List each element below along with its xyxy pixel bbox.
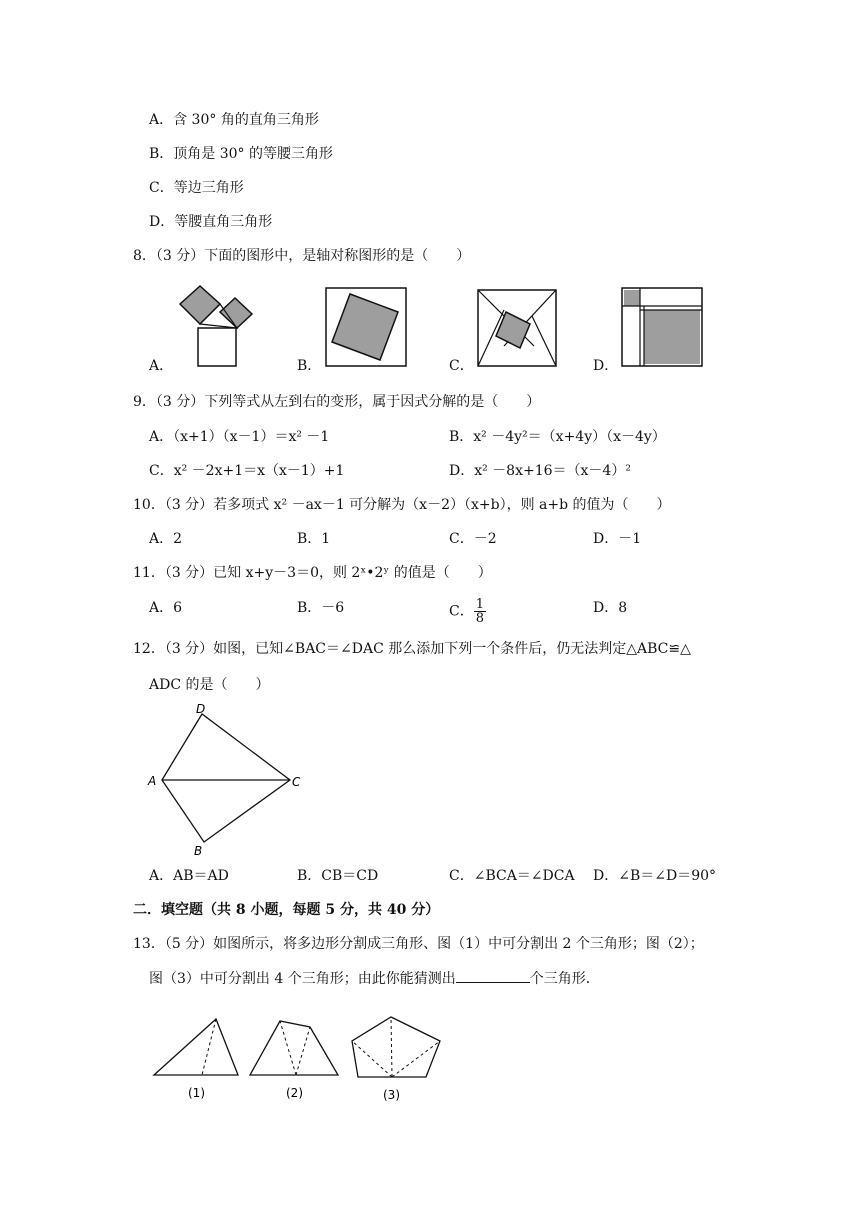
q8-label-d: D． bbox=[593, 358, 619, 374]
q9-option-d: D．x² －8x+16＝（x－4）² bbox=[449, 463, 631, 479]
q12-stem-line2: ADC 的是（ ） bbox=[149, 677, 270, 693]
fig-label-3: (3) bbox=[383, 1088, 400, 1102]
q11-option-b: B．－6 bbox=[297, 600, 345, 616]
fig-label-1: (1) bbox=[188, 1086, 205, 1100]
q11-stem: 11．（3 分）已知 x+y－3＝0，则 2ˣ•2ʸ 的值是（ ） bbox=[133, 565, 492, 581]
q9-stem: 9．（3 分）下列等式从左到右的变形，属于因式分解的是（ ） bbox=[133, 394, 541, 410]
q13-line2 bbox=[149, 968, 600, 989]
point-label-c: C bbox=[292, 775, 301, 789]
q9-option-a: A．（x+1）（x－1）＝x² －1 bbox=[149, 429, 330, 445]
q12-stem-line1: 12．（3 分）如图，已知∠BAC＝∠DAC 那么添加下列一个条件后，仍无法判定△ABC≌△ bbox=[133, 641, 691, 657]
q12-option-a: A．AB＝AD bbox=[149, 868, 229, 884]
q9-option-c: C．x² －2x+1＝x（x－1）+1 bbox=[149, 463, 345, 479]
q9-option-b: B．x² －4y²＝（x+4y）（x－4y） bbox=[449, 429, 666, 445]
q8-label-a: A． bbox=[149, 358, 174, 374]
section-2-title: 二．填空题（共 8 小题，每题 5 分，共 40 分） bbox=[133, 902, 440, 918]
q11-option-c bbox=[449, 598, 486, 625]
q8-label-b: B． bbox=[297, 358, 322, 374]
fraction-numerator: 1 bbox=[475, 597, 484, 612]
q13-line2-text-a: 图（3）中可分割出 4 个三角形；由此你能猜测出 bbox=[149, 971, 456, 987]
q11-option-a: A．6 bbox=[149, 600, 183, 616]
q7-option-c: C．等边三角形 bbox=[149, 180, 244, 196]
q13-figures bbox=[150, 1015, 450, 1105]
q7-option-d: D．等腰直角三角形 bbox=[149, 214, 273, 230]
q10-stem: 10．（3 分）若多项式 x² －ax－1 可分解为（x－2）（x+b），则 a+b 的值为（ ） bbox=[133, 497, 671, 513]
q12-option-c: C．∠BCA＝∠DCA bbox=[449, 868, 575, 884]
q12-figure bbox=[146, 700, 316, 860]
q7-option-b: B．顶角是 30° 的等腰三角形 bbox=[149, 146, 334, 162]
q8-figure-b bbox=[324, 286, 410, 368]
q10-option-b: B．1 bbox=[297, 531, 331, 547]
q10-option-d: D．－1 bbox=[593, 531, 642, 547]
point-label-a: A bbox=[148, 774, 157, 788]
point-label-b: B bbox=[194, 844, 203, 858]
q10-option-c: C．－2 bbox=[449, 531, 497, 547]
q13-answer-blank[interactable] bbox=[456, 968, 530, 983]
fig-label-2: (2) bbox=[286, 1086, 303, 1100]
q12-option-b: B．CB＝CD bbox=[297, 868, 379, 884]
q10-option-a: A．2 bbox=[149, 531, 183, 547]
q11-option-c-fraction bbox=[474, 598, 486, 625]
q8-figure-d bbox=[620, 286, 704, 368]
q12-option-d: D．∠B＝∠D＝90° bbox=[593, 868, 717, 884]
q13-line2-text-b: 个三角形． bbox=[529, 971, 600, 987]
q8-figure-c bbox=[476, 288, 560, 370]
q8-figure-a bbox=[170, 284, 260, 370]
q13-line1: 13．（5 分）如图所示，将多边形分割成三角形、图（1）中可分割出 2 个三角形；图（2）； bbox=[133, 936, 704, 952]
q8-stem: 8．（3 分）下面的图形中，是轴对称图形的是（ ） bbox=[133, 248, 471, 264]
point-label-d: D bbox=[196, 702, 206, 716]
q8-label-c: C． bbox=[449, 358, 474, 374]
q11-option-c-label: C． bbox=[449, 603, 474, 620]
q11-option-d: D．8 bbox=[593, 600, 628, 616]
q7-option-a: A．含 30° 角的直角三角形 bbox=[149, 112, 319, 128]
fraction-denominator: 8 bbox=[475, 611, 484, 626]
